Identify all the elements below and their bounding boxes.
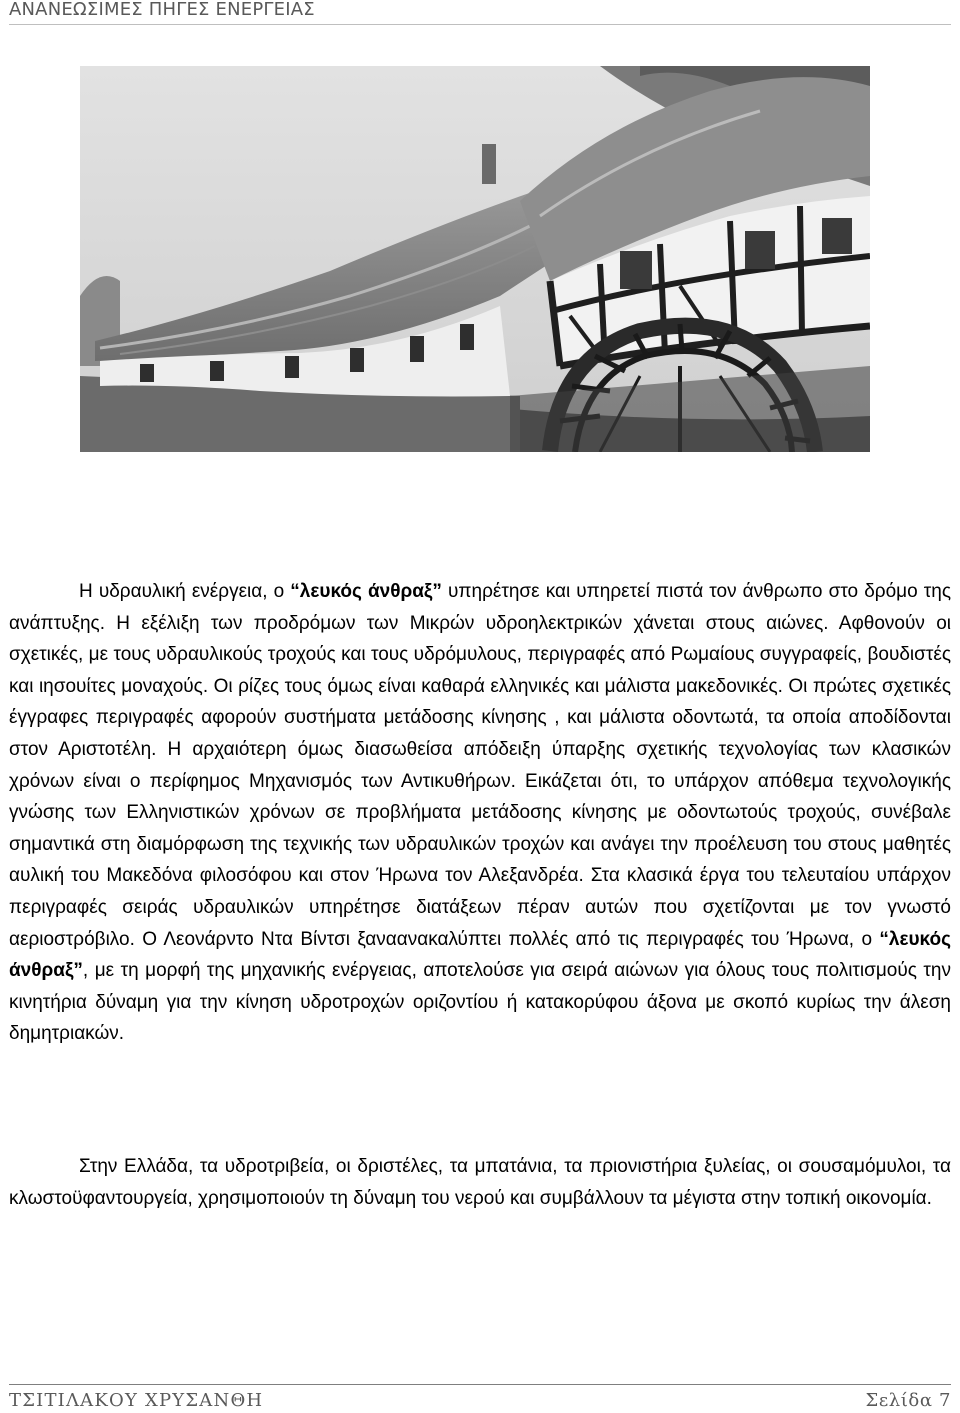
paragraph-greece-water-uses: Στην Ελλάδα, τα υδροτριβεία, οι δριστέλες, τα μπατάνια, τα πριονιστήρια ξυλείας, οι σουσαμόμυλοι, τα κλωστοϋφαντουργεία, χρησιμοποιούν τη δύναμη του νερού και συμβάλλουν τα μέγιστα στην τοπική οικονομία.: [9, 1156, 951, 1209]
watermill-photo: [80, 66, 870, 452]
page-header-title: ΑΝΑΝΕΩΣΙΜΕΣ ΠΗΓΕΣ ΕΝΕΡΓΕΙΑΣ: [9, 0, 315, 20]
para1-segment-3: υπηρέτησε και υπηρετεί πιστά τον άνθρωπο στο δρόμο της ανάπτυξης. Η εξέλιξη των προδρόμων των Μικρών υδροηλεκτρικών χάνεται στους αιώνες. Αφθονούν οι σχετικές, με τους υδραυλικούς τροχούς και τους υδρόμυλους, περιγραφές από Ρωμαίους συγγραφείς, βουδιστές και ιησουίτες μοναχούς. Οι ρίζες τους όμως είναι καθαρά ελληνικές και μάλιστα μακεδονικές. Οι πρώτες σχετικές έγγραφες περιγραφές αφορούν συστήματα μετάδοσης κίνησης , και μάλιστα οδοντωτά, τα οποία αποδίδονται στον Αριστοτέλη. Η αρχαιότερη όμως διασωθείσα απόδειξη ύπαρξης σχετικής τεχνολογίας των κλασικών χρόνων είναι ο περίφημος Μηχανισμός των Αντικυθήρων. Εικάζεται ότι, το υπάρχον απόθεμα τεχνολογικής γνώσης των Ελληνιστικών χρόνων σε προβλήματα μετάδοσης κίνησης με οδοντωτούς τροχούς, συνέβαλε σημαντικά στη διαμόρφωση της τεχνικής των υδραυλικών τροχών και ανάγει την προέλευση του στους μαθητές αυλική του Μακεδόνα φιλοσόφου και στον Ήρωνα τον Αλεξανδρέα. Στα κλασικά έργα του τελευταίου υπάρχον περιγραφές σειράς υδραυλικών υπηρέτησε διατάξεων πέραν αυτών που σχετίζονται με τον γνωστό αεριοστρόβιλο. Ο Λεονάρντο Ντα Βίντσι ξαναανακαλύπτει πολλές από τις περιγραφές του Ήρωνα, ο: [9, 581, 951, 950]
para1-emphasis-white-coal: “λευκός άνθραξ”: [290, 581, 442, 602]
para1-emphasis-white-coal-2: “λευκός άνθραξ”: [9, 928, 951, 982]
para1-segment-1: Η υδραυλική ενέργεια, ο: [79, 581, 291, 602]
paragraph-hydraulic-energy-history: [9, 576, 951, 1050]
header-divider: [9, 24, 951, 25]
footer-page-number: Σελίδα 7: [865, 1390, 951, 1411]
footer-divider: [9, 1384, 951, 1385]
para1-segment-5: , με τη μορφή της μηχανικής ενέργειας, αποτελούσε για σειρά αιώνων για όλους τους πολιτισμούς την κινητήρια δύναμη για την κίνηση υδροτροχών οριζοντίου ή κατακορύφου άξονα με σκοπό κυρίως την άλεση δημητριακών.: [9, 960, 951, 1045]
footer-author: ΤΣΙΤΙΛΑΚΟΥ ΧΡΥΣΑΝΘΗ: [9, 1390, 264, 1411]
